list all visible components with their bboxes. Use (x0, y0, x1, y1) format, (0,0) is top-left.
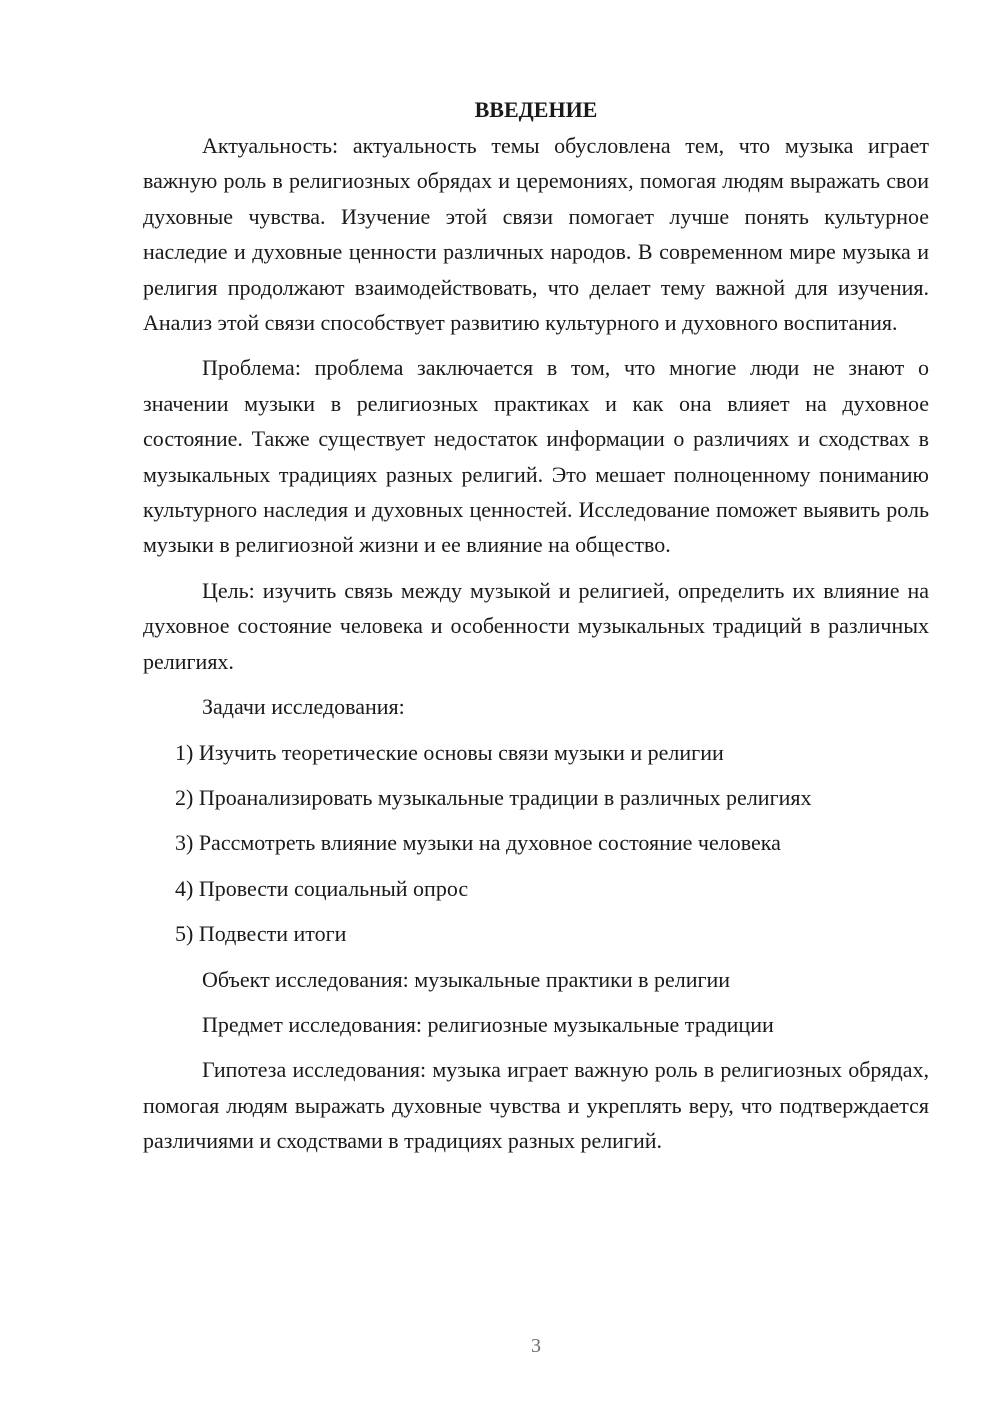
task-item: 5) Подвести итоги (175, 921, 347, 947)
research-object: Объект исследования: музыкальные практики в религии (202, 966, 731, 992)
research-subject: Предмет исследования: религиозные музыкальные традиции (202, 1011, 774, 1037)
goal-paragraph: Цель: изучить связь между музыкой и религией, определить их влияние на духовное состояние человека и особенности музыкальных традиций в различных религиях. (143, 577, 929, 674)
tasks-heading: Задачи исследования: (202, 694, 405, 720)
task-item: 2) Проанализировать музыкальные традиции в различных религиях (175, 784, 812, 810)
relevance-paragraph: Актуальность: актуальность темы обусловлена тем, что музыка играет важную роль в религиозных обрядах и церемониях, помогая людям выражать свои духовные чувства. Изучение этой связи помогает лучше понять культурное наследие и духовные ценности различных народов. В современном мире музыка и религия продолжают взаимодействовать, что делает тему важной для изучения. Анализ этой связи способствует развитию культурного и духовного воспитания. (143, 133, 929, 336)
document-page (143, 92, 929, 1169)
section-title: ВВЕДЕНИЕ (474, 97, 598, 122)
hypothesis-paragraph: Гипотеза исследования: музыка играет важную роль в религиозных обрядах, помогая людям выражать духовные чувства и укреплять веру, что подтверждается различиями и сходствами в традициях разных религий. (143, 1057, 929, 1154)
tasks-list (143, 735, 929, 952)
page-number: 3 (531, 1335, 541, 1357)
task-item: 4) Провести социальный опрос (175, 875, 469, 901)
task-item: 3) Рассмотреть влияние музыки на духовное состояние человека (175, 830, 781, 856)
problem-paragraph: Проблема: проблема заключается в том, что многие люди не знают о значении музыки в религиозных практиках и как она влияет на духовное состояние. Также существует недостаток информации о различиях и сходствах в музыкальных традициях разных религий. Это мешает полноценному пониманию культурного наследия и духовных ценностей. Исследование поможет выявить роль музыки в религиозной жизни и ее влияние на общество. (143, 355, 929, 558)
task-item: 1) Изучить теоретические основы связи музыки и религии (175, 739, 724, 765)
